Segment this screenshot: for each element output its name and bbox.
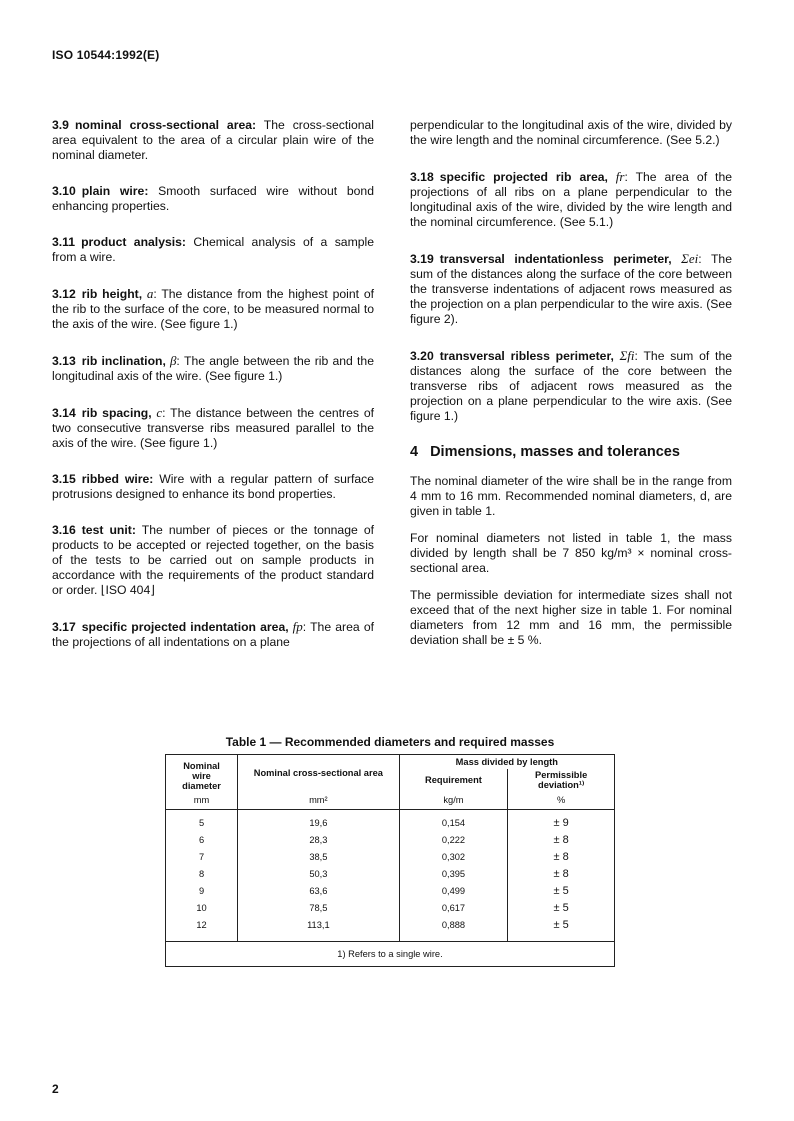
def-number: 3.9 <box>52 118 69 132</box>
def-term: transversal indentationless perimeter, <box>439 252 672 266</box>
header-permissible-deviation: Permissible deviation¹⁾ <box>508 769 615 791</box>
def-term: rib inclination, <box>81 354 166 368</box>
cell-requirement: 0,499 <box>399 882 508 899</box>
def-symbol: c <box>151 405 163 420</box>
paragraph-nominal-diameter: The nominal diameter of the wire shall be in the range from 4 mm to 16 mm. Recommended nominal diameters, d, are given in table 1. <box>410 474 732 518</box>
def-text: : The angle between the rib and the longitudinal axis of the wire. (See figure 1.) <box>52 354 374 383</box>
table-row <box>166 899 615 916</box>
def-term: rib height, <box>81 287 143 301</box>
cell-requirement: 0,154 <box>399 810 508 832</box>
cell-area: 28,3 <box>238 831 400 848</box>
def-term: ribbed wire: <box>81 472 154 486</box>
definition-3-18 <box>410 169 732 230</box>
def-text: Smooth surfaced wire without bond enhancing properties. <box>52 184 374 213</box>
definition-3-19 <box>410 251 732 327</box>
def-text: : The distance from the highest point of the rib to the surface of the core, to be measured normal to the axis of the wire. (See figure 1.) <box>52 287 375 331</box>
def-text: The number of pieces or the tonnage of products to be accepted or rejected together, on the basis of the tests to be carried out on sample products in accordance with the requirements of the product standard or order. ⌊ISO 404⌋ <box>52 523 375 597</box>
def-number: 3.19 <box>410 252 434 266</box>
cell-area: 38,5 <box>238 848 400 865</box>
cell-deviation: ± 5 <box>508 916 615 942</box>
unit-requirement: kg/m <box>399 791 508 810</box>
def-term: specific projected rib area, <box>439 170 608 184</box>
left-column <box>52 118 374 671</box>
cell-diameter: 12 <box>166 916 238 942</box>
cell-deviation: ± 9 <box>508 810 615 832</box>
unit-diameter: mm <box>166 791 238 810</box>
cell-diameter: 8 <box>166 865 238 882</box>
cell-deviation: ± 8 <box>508 831 615 848</box>
cell-diameter: 7 <box>166 848 238 865</box>
definition-3-16 <box>52 523 374 598</box>
paragraph-mass-per-length: For nominal diameters not listed in table 1, the mass divided by length shall be 7 850 kg/m³ × nominal cross-sectional area. <box>410 531 732 575</box>
definition-3-10 <box>52 184 374 214</box>
def-text: Chemical analysis of a sample from a wire. <box>52 235 374 264</box>
header-line: Nominal <box>183 761 220 771</box>
header-line: diameter <box>182 781 221 791</box>
def-number: 3.13 <box>52 354 76 368</box>
def-text: : The sum of the distances along the surface of the core between the transverse ribs of adjacent rows measured as the projection on a plane perpendicular to the wire axis. (See figure 1.) <box>410 349 732 423</box>
def-text: : The area of the projections of all indentations on a plane <box>52 620 374 649</box>
cell-diameter: 6 <box>166 831 238 848</box>
header-nominal-diameter <box>166 755 238 792</box>
definition-3-20 <box>410 348 732 424</box>
def-number: 3.16 <box>52 523 76 537</box>
def-number: 3.12 <box>52 287 76 301</box>
paragraph-permissible-deviation: The permissible deviation for intermediate sizes shall not exceed that of the next higher size in table 1. For nominal diameters from 12 mm and 16 mm, the permissible deviation shall be ± 5 %. <box>410 588 732 647</box>
def-text: Wire with a regular pattern of surface protrusions designed to enhance its bond properties. <box>52 472 374 501</box>
def-term: rib spacing, <box>81 406 152 420</box>
definition-3-17 <box>52 619 374 650</box>
section-number: 4 <box>410 444 419 460</box>
def-symbol: fr <box>607 169 625 184</box>
header-mass-group: Mass divided by length <box>399 755 614 770</box>
cell-requirement: 0,222 <box>399 831 508 848</box>
diameters-table <box>165 754 615 967</box>
cell-diameter: 10 <box>166 899 238 916</box>
definition-3-17-continuation: perpendicular to the longitudinal axis of the wire, divided by the wire length and the nominal circumference. (See 5.2.) <box>410 118 732 147</box>
cell-requirement: 0,395 <box>399 865 508 882</box>
def-term: nominal cross-sectional area: <box>74 118 257 132</box>
def-term: product analysis: <box>81 235 186 249</box>
definition-3-13 <box>52 353 374 384</box>
definition-3-9 <box>52 118 374 163</box>
cell-deviation: ± 5 <box>508 882 615 899</box>
cell-area: 50,3 <box>238 865 400 882</box>
def-term: test unit: <box>81 523 136 537</box>
header-cross-sectional-area: Nominal cross-sectional area <box>238 755 400 792</box>
cell-diameter: 9 <box>166 882 238 899</box>
def-symbol: a <box>142 286 154 301</box>
table-row <box>166 865 615 882</box>
def-number: 3.10 <box>52 184 76 198</box>
def-text: : The area of the projections of all ribs on a plane perpendicular to the longitudinal axis of the wire, divided by the wire length and the nominal circumference. (See 5.1.) <box>410 170 732 229</box>
def-text: The cross-sectional area equivalent to the area of a circular plain wire of the nominal diameter. <box>52 118 374 162</box>
def-number: 3.14 <box>52 406 76 420</box>
def-number: 3.18 <box>410 170 434 184</box>
unit-deviation: % <box>508 791 615 810</box>
cell-diameter: 5 <box>166 810 238 832</box>
table-row <box>166 810 615 832</box>
def-number: 3.20 <box>410 349 434 363</box>
page-number: 2 <box>52 1082 59 1096</box>
table-row <box>166 848 615 865</box>
cell-area: 113,1 <box>238 916 400 942</box>
cell-deviation: ± 8 <box>508 848 615 865</box>
header-line: wire <box>192 771 211 781</box>
cell-area: 78,5 <box>238 899 400 916</box>
def-term: specific projected indentation area, <box>81 620 289 634</box>
definition-3-11 <box>52 235 374 265</box>
def-text: : The sum of the distances along the surface of the core between the transverse indentations of adjacent rows measured as the projection on a plan perpendicular to the wire axis. (See figure 2). <box>410 252 732 326</box>
def-symbol: Σfi <box>613 348 635 363</box>
def-term: plain wire: <box>81 184 149 198</box>
table-row <box>166 916 615 942</box>
def-symbol: Σei <box>671 251 699 266</box>
def-term: transversal ribless perimeter, <box>439 349 614 363</box>
section-title: Dimensions, masses and tolerances <box>430 444 680 460</box>
def-symbol: β <box>165 353 177 368</box>
def-number: 3.11 <box>52 235 76 249</box>
cell-deviation: ± 5 <box>508 899 615 916</box>
cell-deviation: ± 8 <box>508 865 615 882</box>
document-id: ISO 10544:1992(E) <box>52 48 160 62</box>
definition-3-14 <box>52 405 374 451</box>
cell-area: 63,6 <box>238 882 400 899</box>
definition-3-15 <box>52 472 374 502</box>
def-text: : The distance between the centres of two consecutive transverse ribs measured parallel to the axis of the wire. (See figure 1.) <box>52 406 374 450</box>
def-number: 3.17 <box>52 620 76 634</box>
unit-area: mm² <box>238 791 400 810</box>
cell-requirement: 0,617 <box>399 899 508 916</box>
table-row <box>166 882 615 899</box>
cell-requirement: 0,302 <box>399 848 508 865</box>
header-requirement: Requirement <box>399 769 508 791</box>
section-heading <box>410 445 732 460</box>
table-footnote: 1) Refers to a single wire. <box>166 942 615 967</box>
table-row <box>166 831 615 848</box>
right-column <box>410 118 732 660</box>
cell-area: 19,6 <box>238 810 400 832</box>
cell-requirement: 0,888 <box>399 916 508 942</box>
def-symbol: fp <box>288 619 303 634</box>
definition-3-12 <box>52 286 374 332</box>
table-caption: Table 1 — Recommended diameters and required masses <box>225 735 555 749</box>
def-number: 3.15 <box>52 472 76 486</box>
